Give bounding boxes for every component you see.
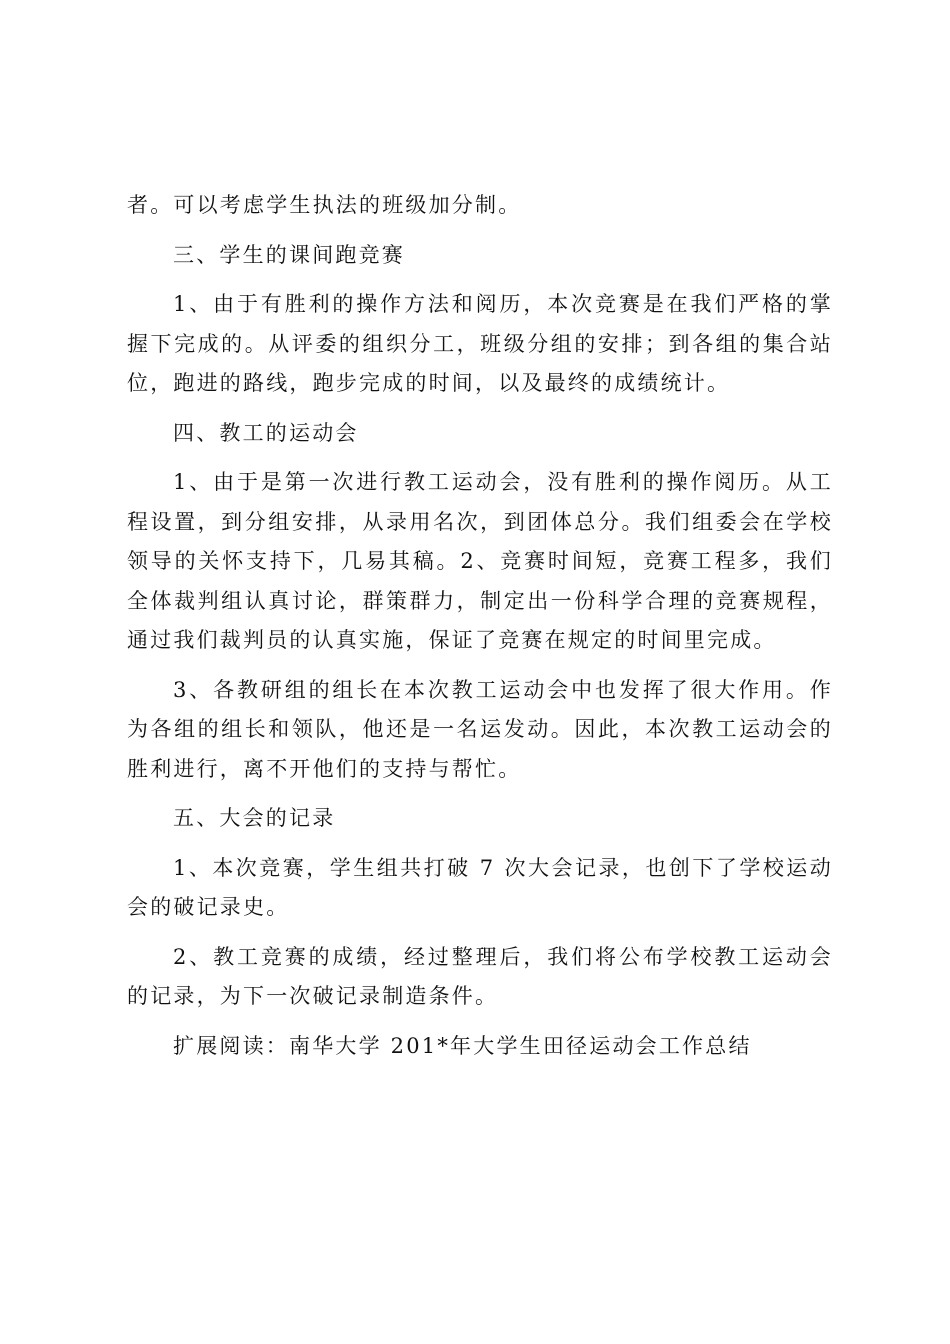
paragraph-continuation: 者。可以考虑学生执法的班级加分制。 (127, 193, 522, 217)
extended-reading-line: 扩展阅读：南华大学 201*年大学生田径运动会工作总结 (173, 1033, 752, 1058)
section-heading-5: 五、大会的记录 (173, 806, 336, 830)
paragraph-5-2: 2、教工竞赛的成绩，经过整理后，我们将公布学校教工运动会的记录，为下一次破记录制造条件。 (127, 944, 833, 1008)
paragraph-3-1: 1、由于有胜利的操作方法和阅历，本次竞赛是在我们严格的掌握下完成的。从评委的组织分工，班级分组的安排；到各组的集合站位，跑进的路线，跑步完成的时间，以及最终的成绩统计。 (127, 292, 833, 395)
paragraph-4-3: 3、各教研组的组长在本次教工运动会中也发挥了很大作用。作为各组的组长和领队，他还是一名运发动。因此，本次教工运动会的胜利进行，离不开他们的支持与帮忙。 (127, 677, 833, 781)
section-heading-4: 四、教工的运动会 (173, 420, 359, 445)
paragraph-4-1: 1、由于是第一次进行教工运动会，没有胜利的操作阅历。从工程设置，到分组安排，从录用名次，到团体总分。我们组委会在学校领导的关怀支持下，几易其稿。2、竞赛时间短，竞赛工程多，我们全体裁判组认真讨论，群策群力，制定出一份科学合理的竞赛规程，通过我们裁判员的认真实施，保证了竞赛在规定的时间里完成。 (127, 470, 833, 652)
document-body (127, 186, 833, 1076)
paragraph-5-1: 1、本次竞赛，学生组共打破 7 次大会记录，也创下了学校运动会的破记录史。 (127, 855, 833, 919)
section-heading-3: 三、学生的课间跑竞赛 (173, 242, 405, 267)
